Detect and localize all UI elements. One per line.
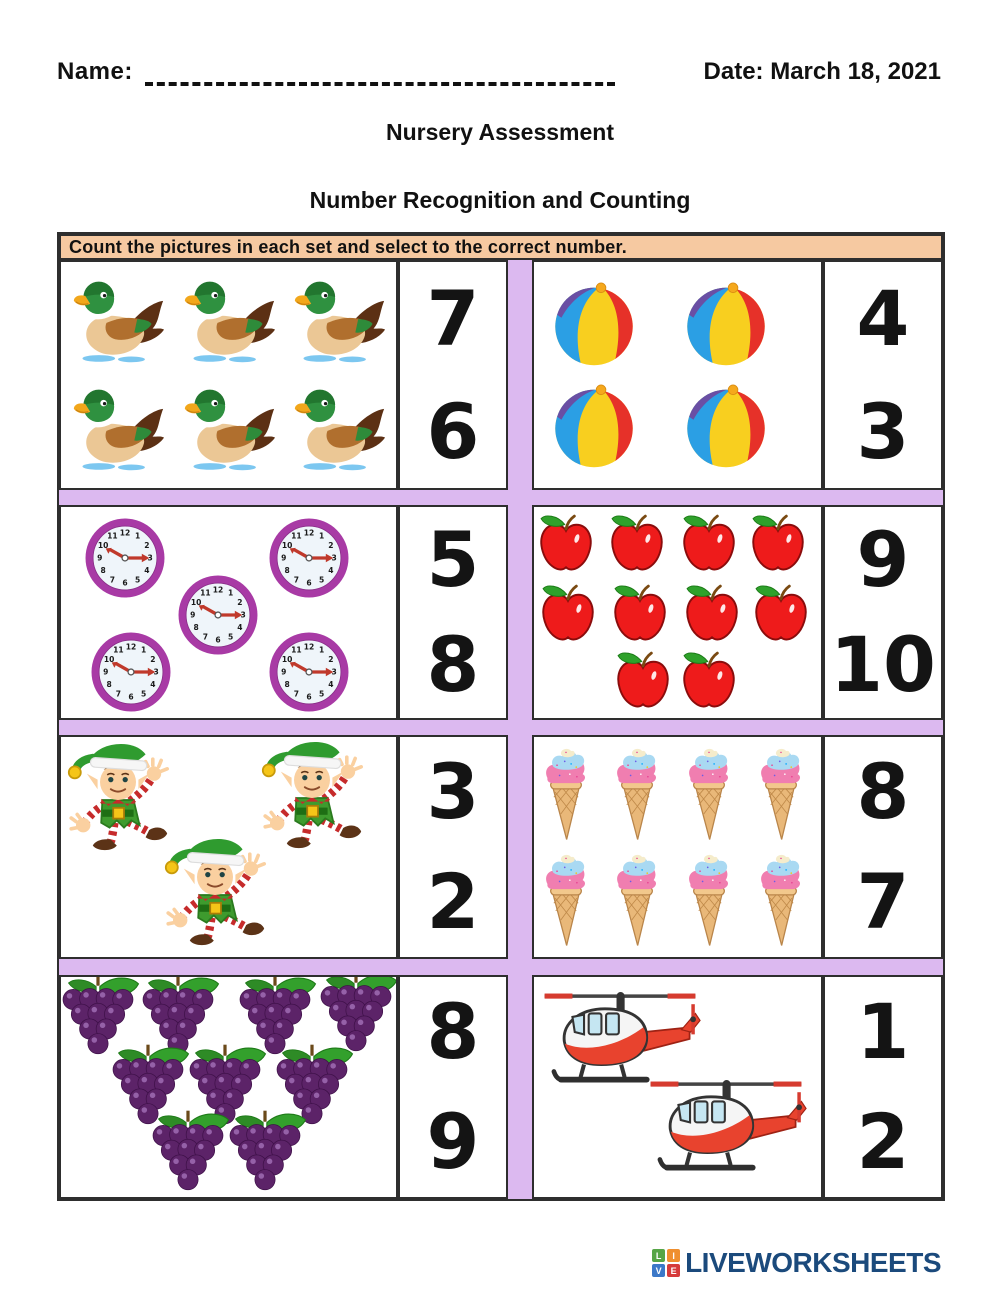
ducks-image xyxy=(287,381,391,477)
logo-square-e: E xyxy=(667,1264,680,1277)
answer-cell-row4-left xyxy=(398,975,508,1199)
number-option-7[interactable]: 7 xyxy=(856,857,910,946)
ice-creams-image xyxy=(677,850,741,950)
picture-cell-row2-left xyxy=(59,505,398,720)
clocks-image xyxy=(267,630,351,714)
ducks-image xyxy=(66,273,170,369)
ducks-image xyxy=(287,273,391,369)
ice-creams-image xyxy=(677,744,741,844)
date-label xyxy=(704,58,941,86)
liveworksheets-logo-icon xyxy=(652,1249,680,1277)
number-option-2[interactable]: 2 xyxy=(426,857,480,946)
number-option-2[interactable]: 2 xyxy=(856,1097,910,1186)
apples-image xyxy=(610,648,676,712)
number-option-9[interactable]: 9 xyxy=(856,514,910,604)
number-option-3[interactable]: 3 xyxy=(426,747,480,836)
answer-cell-row3-left xyxy=(398,735,508,959)
instruction-banner: Count the pictures in each set and select to the correct number. xyxy=(59,234,943,260)
apples-image xyxy=(607,581,673,645)
answer-cell-row2-left xyxy=(398,505,508,720)
number-option-9[interactable]: 9 xyxy=(426,1097,480,1186)
clocks-image xyxy=(83,516,167,600)
beach-balls-image xyxy=(550,381,638,469)
header xyxy=(57,58,941,86)
row-divider xyxy=(59,959,943,975)
ice-creams-image xyxy=(749,744,813,844)
picture-cell-row4-right xyxy=(532,975,823,1199)
ice-creams-image xyxy=(534,850,598,950)
row-divider xyxy=(59,720,943,735)
answer-cell-row4-right xyxy=(823,975,943,1199)
apples-image xyxy=(676,511,742,575)
ducks-image xyxy=(177,273,281,369)
apples-image xyxy=(745,511,811,575)
grapes-image xyxy=(217,1107,313,1199)
ice-creams-image xyxy=(534,744,598,844)
logo-brand-text: LIVEWORKSHEETS xyxy=(685,1247,941,1278)
clocks-image xyxy=(89,630,173,714)
apples-image xyxy=(604,511,670,575)
ice-creams-image xyxy=(605,744,669,844)
apples-image xyxy=(535,581,601,645)
ducks-image xyxy=(66,381,170,477)
picture-cell-row4-left xyxy=(59,975,398,1199)
number-option-7[interactable]: 7 xyxy=(426,273,480,363)
apples-image xyxy=(748,581,814,645)
worksheet-table xyxy=(57,232,945,1201)
number-option-3[interactable]: 3 xyxy=(856,386,910,476)
clocks-image xyxy=(267,516,351,600)
date-value: March 18, 2021 xyxy=(770,58,941,85)
apples-image xyxy=(533,511,599,575)
answer-cell-row1-right xyxy=(823,260,943,490)
name-label: Name: xyxy=(57,58,133,85)
beach-balls-image xyxy=(682,381,770,469)
ice-creams-image xyxy=(749,850,813,950)
picture-cell-row2-right xyxy=(532,505,823,720)
ducks-image xyxy=(177,381,281,477)
number-option-8[interactable]: 8 xyxy=(426,620,480,710)
logo-square-v: V xyxy=(652,1264,665,1277)
liveworksheets-logo[interactable] xyxy=(652,1247,941,1279)
picture-cell-row3-right xyxy=(532,735,823,959)
name-input-line[interactable] xyxy=(145,66,615,86)
answer-cell-row3-right xyxy=(823,735,943,959)
worksheet-title: Nursery Assessment xyxy=(386,119,614,145)
worksheet-subtitle: Number Recognition and Counting xyxy=(309,187,691,213)
number-option-1[interactable]: 1 xyxy=(856,987,910,1076)
helicopters-image xyxy=(636,1069,816,1185)
number-option-8[interactable]: 8 xyxy=(426,987,480,1076)
clocks-image xyxy=(176,573,260,657)
apples-image xyxy=(679,581,745,645)
number-option-5[interactable]: 5 xyxy=(426,514,480,604)
number-option-6[interactable]: 6 xyxy=(426,386,480,476)
picture-cell-row1-right xyxy=(532,260,823,490)
picture-cell-row3-left xyxy=(59,735,398,959)
beach-balls-image xyxy=(682,279,770,367)
elves-image xyxy=(154,829,276,949)
apples-image xyxy=(676,648,742,712)
logo-square-i: I xyxy=(667,1249,680,1262)
number-option-10[interactable]: 10 xyxy=(830,620,936,710)
beach-balls-image xyxy=(550,279,638,367)
row-divider xyxy=(59,490,943,505)
ice-creams-image xyxy=(605,850,669,950)
answer-cell-row1-left xyxy=(398,260,508,490)
number-option-4[interactable]: 4 xyxy=(856,273,910,363)
logo-square-l: L xyxy=(652,1249,665,1262)
number-option-8[interactable]: 8 xyxy=(856,747,910,836)
answer-cell-row2-right xyxy=(823,505,943,720)
date-prefix: Date: xyxy=(703,58,764,85)
picture-cell-row1-left xyxy=(59,260,398,490)
